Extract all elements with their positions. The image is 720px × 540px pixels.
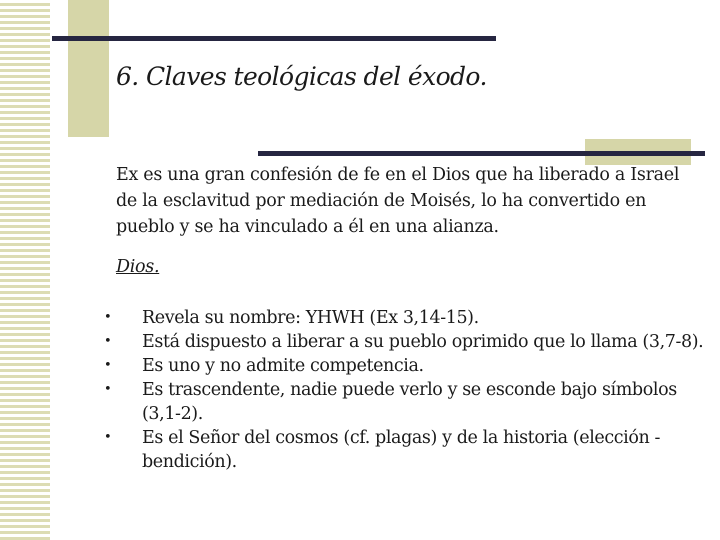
bullet-item bbox=[104, 426, 716, 474]
slide-title: 6. Claves teológicas del éxodo. bbox=[116, 62, 487, 91]
bullet-text: Revela su nombre: YHWH (Ex 3,14-15). bbox=[142, 308, 479, 328]
olive-accent-block-top bbox=[68, 0, 109, 137]
intro-paragraph: Ex es una gran confesión de fe en el Dios que ha liberado a Israel de la esclavitud por mediación de Moisés, lo ha convertido en pueblo y se ha vinculado a él en una alianza. bbox=[116, 165, 680, 237]
bullet-text: Es el Señor del cosmos (cf. plagas) y de la historia (elección - bendición). bbox=[142, 428, 661, 472]
bullet-text: Es trascendente, nadie puede verlo y se esconde bajo símbolos (3,1-2). bbox=[142, 380, 677, 424]
section-heading: Dios. bbox=[116, 257, 160, 277]
bullet-item bbox=[104, 354, 716, 378]
bullet-item bbox=[104, 330, 716, 354]
bullet-icon: • bbox=[104, 382, 112, 397]
bullet-list bbox=[104, 306, 716, 474]
bullet-icon: • bbox=[104, 334, 112, 349]
bullet-item bbox=[104, 306, 716, 330]
bullet-text: Es uno y no admite competencia. bbox=[142, 356, 424, 376]
bullet-text: Está dispuesto a liberar a su pueblo oprimido que lo llama (3,7-8). bbox=[142, 332, 704, 352]
bullet-icon: • bbox=[104, 358, 112, 373]
title-underline-bar bbox=[52, 36, 496, 41]
bullet-icon: • bbox=[104, 430, 112, 445]
bullet-icon: • bbox=[104, 310, 112, 325]
divider-bar bbox=[258, 151, 705, 156]
bullet-item bbox=[104, 378, 716, 426]
striped-side-band bbox=[0, 0, 50, 540]
slide-body bbox=[104, 162, 716, 474]
